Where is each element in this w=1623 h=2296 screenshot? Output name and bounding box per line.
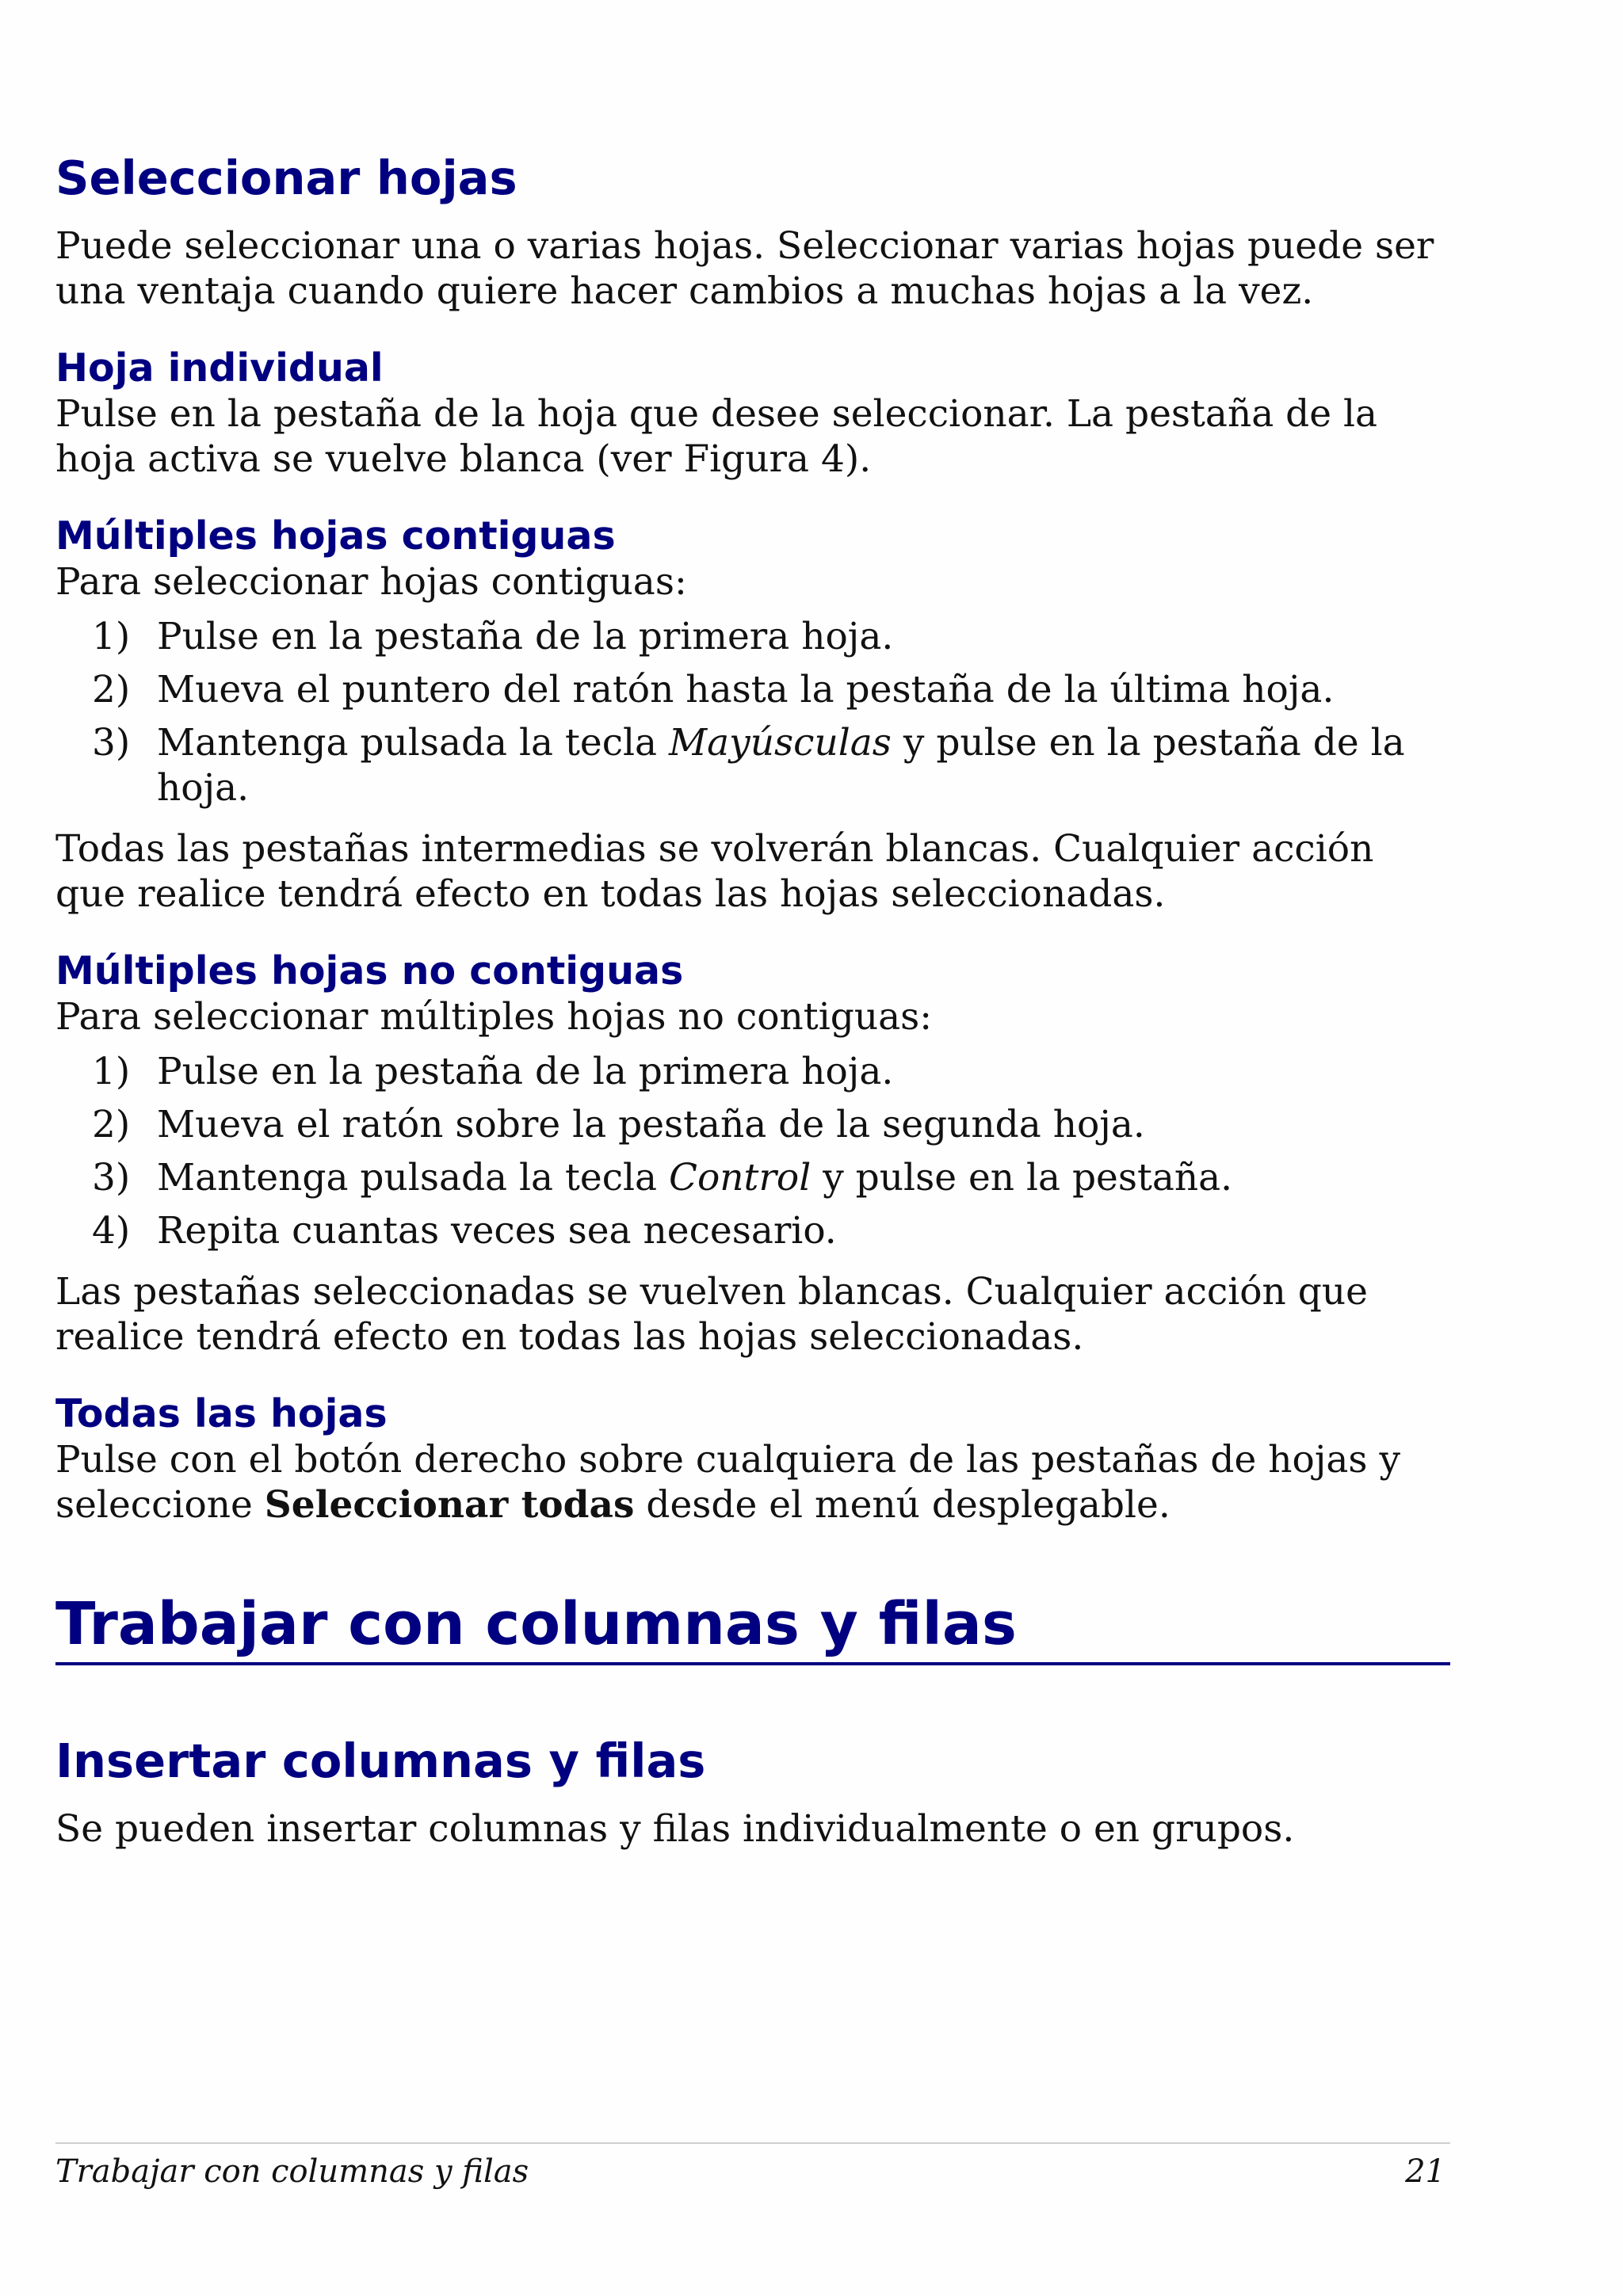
list-number: 2) [92, 668, 131, 711]
list-text: Repita cuantas veces sea necesario. [157, 1209, 837, 1253]
list-text: Mueva el puntero del ratón hasta la pestaña de la última hoja. [157, 668, 1335, 711]
list-item [55, 667, 1450, 712]
list-text-post: y pulse en la pestaña de la hoja. [157, 721, 1405, 810]
list-no-contiguas [55, 1049, 1450, 1253]
heading-insertar-columnas-filas: Insertar columnas y filas [55, 1733, 706, 1788]
key-name-control: Control [669, 1156, 812, 1199]
paragraph-contiguas-outro: Todas las pestañas intermedias se volverán blancas. Cualquier acción que realice tendrá efecto en todas las hojas seleccionadas. [55, 827, 1374, 916]
heading-hoja-individual: Hoja individual [55, 345, 384, 391]
list-item [55, 1102, 1450, 1147]
paragraph-contiguas-lead: Para seleccionar hojas contiguas: [55, 560, 687, 604]
list-text: Mueva el ratón sobre la pestaña de la segunda hoja. [157, 1103, 1145, 1146]
list-number: 3) [92, 721, 131, 765]
list-item [55, 1208, 1450, 1253]
list-text-pre: Mantenga pulsada la tecla [157, 721, 670, 765]
list-text: Pulse en la pestaña de la primera hoja. [157, 1050, 894, 1093]
list-item [55, 614, 1450, 659]
page-number: 21 [1405, 2153, 1445, 2190]
list-text-post: y pulse en la pestaña. [811, 1156, 1233, 1199]
heading-hojas-contiguas: Múltiples hojas contiguas [55, 513, 616, 559]
paragraph-no-contiguas-lead: Para seleccionar múltiples hojas no contiguas: [55, 995, 933, 1039]
list-text: Pulse en la pestaña de la primera hoja. [157, 615, 894, 658]
list-number: 2) [92, 1103, 131, 1146]
page-footer [55, 2142, 1450, 2191]
list-number: 3) [92, 1156, 131, 1199]
list-item [55, 1155, 1450, 1200]
page-content [55, 151, 1450, 1852]
list-item [55, 720, 1450, 810]
text-segment: Pulse con el botón derecho sobre cualquiera de las pestañas de hojas y seleccione [55, 1438, 1401, 1527]
chapter-heading: Trabajar con columnas y filas [55, 1589, 1450, 1665]
key-name-mayusculas: Mayúsculas [669, 721, 892, 765]
paragraph-intro: Puede seleccionar una o varias hojas. Seleccionar varias hojas puede ser una ventaja cuando quiere hacer cambios a muchas hojas a la vez. [55, 224, 1434, 313]
list-number: 1) [92, 1050, 131, 1093]
list-number: 1) [92, 615, 131, 658]
list-text-pre: Mantenga pulsada la tecla [157, 1156, 670, 1199]
menu-command-seleccionar-todas: Seleccionar todas [264, 1483, 635, 1527]
heading-seleccionar-hojas: Seleccionar hojas [55, 151, 517, 205]
paragraph-todas-las-hojas [55, 1437, 1450, 1527]
list-item [55, 1049, 1450, 1094]
paragraph-insertar: Se pueden insertar columnas y filas individualmente o en grupos. [55, 1807, 1295, 1851]
list-number: 4) [92, 1209, 131, 1253]
text-segment: desde el menú desplegable. [634, 1483, 1170, 1527]
footer-chapter-title: Trabajar con columnas y filas [55, 2153, 529, 2190]
heading-todas-las-hojas: Todas las hojas [55, 1391, 388, 1436]
paragraph-hoja-individual: Pulse en la pestaña de la hoja que desee seleccionar. La pestaña de la hoja activa se vuelve blanca (ver Figura 4). [55, 392, 1378, 481]
heading-hojas-no-contiguas: Múltiples hojas no contiguas [55, 948, 684, 994]
list-contiguas [55, 614, 1450, 810]
paragraph-no-contiguas-outro: Las pestañas seleccionadas se vuelven blancas. Cualquier acción que realice tendrá efecto en todas las hojas seleccionadas. [55, 1270, 1368, 1359]
